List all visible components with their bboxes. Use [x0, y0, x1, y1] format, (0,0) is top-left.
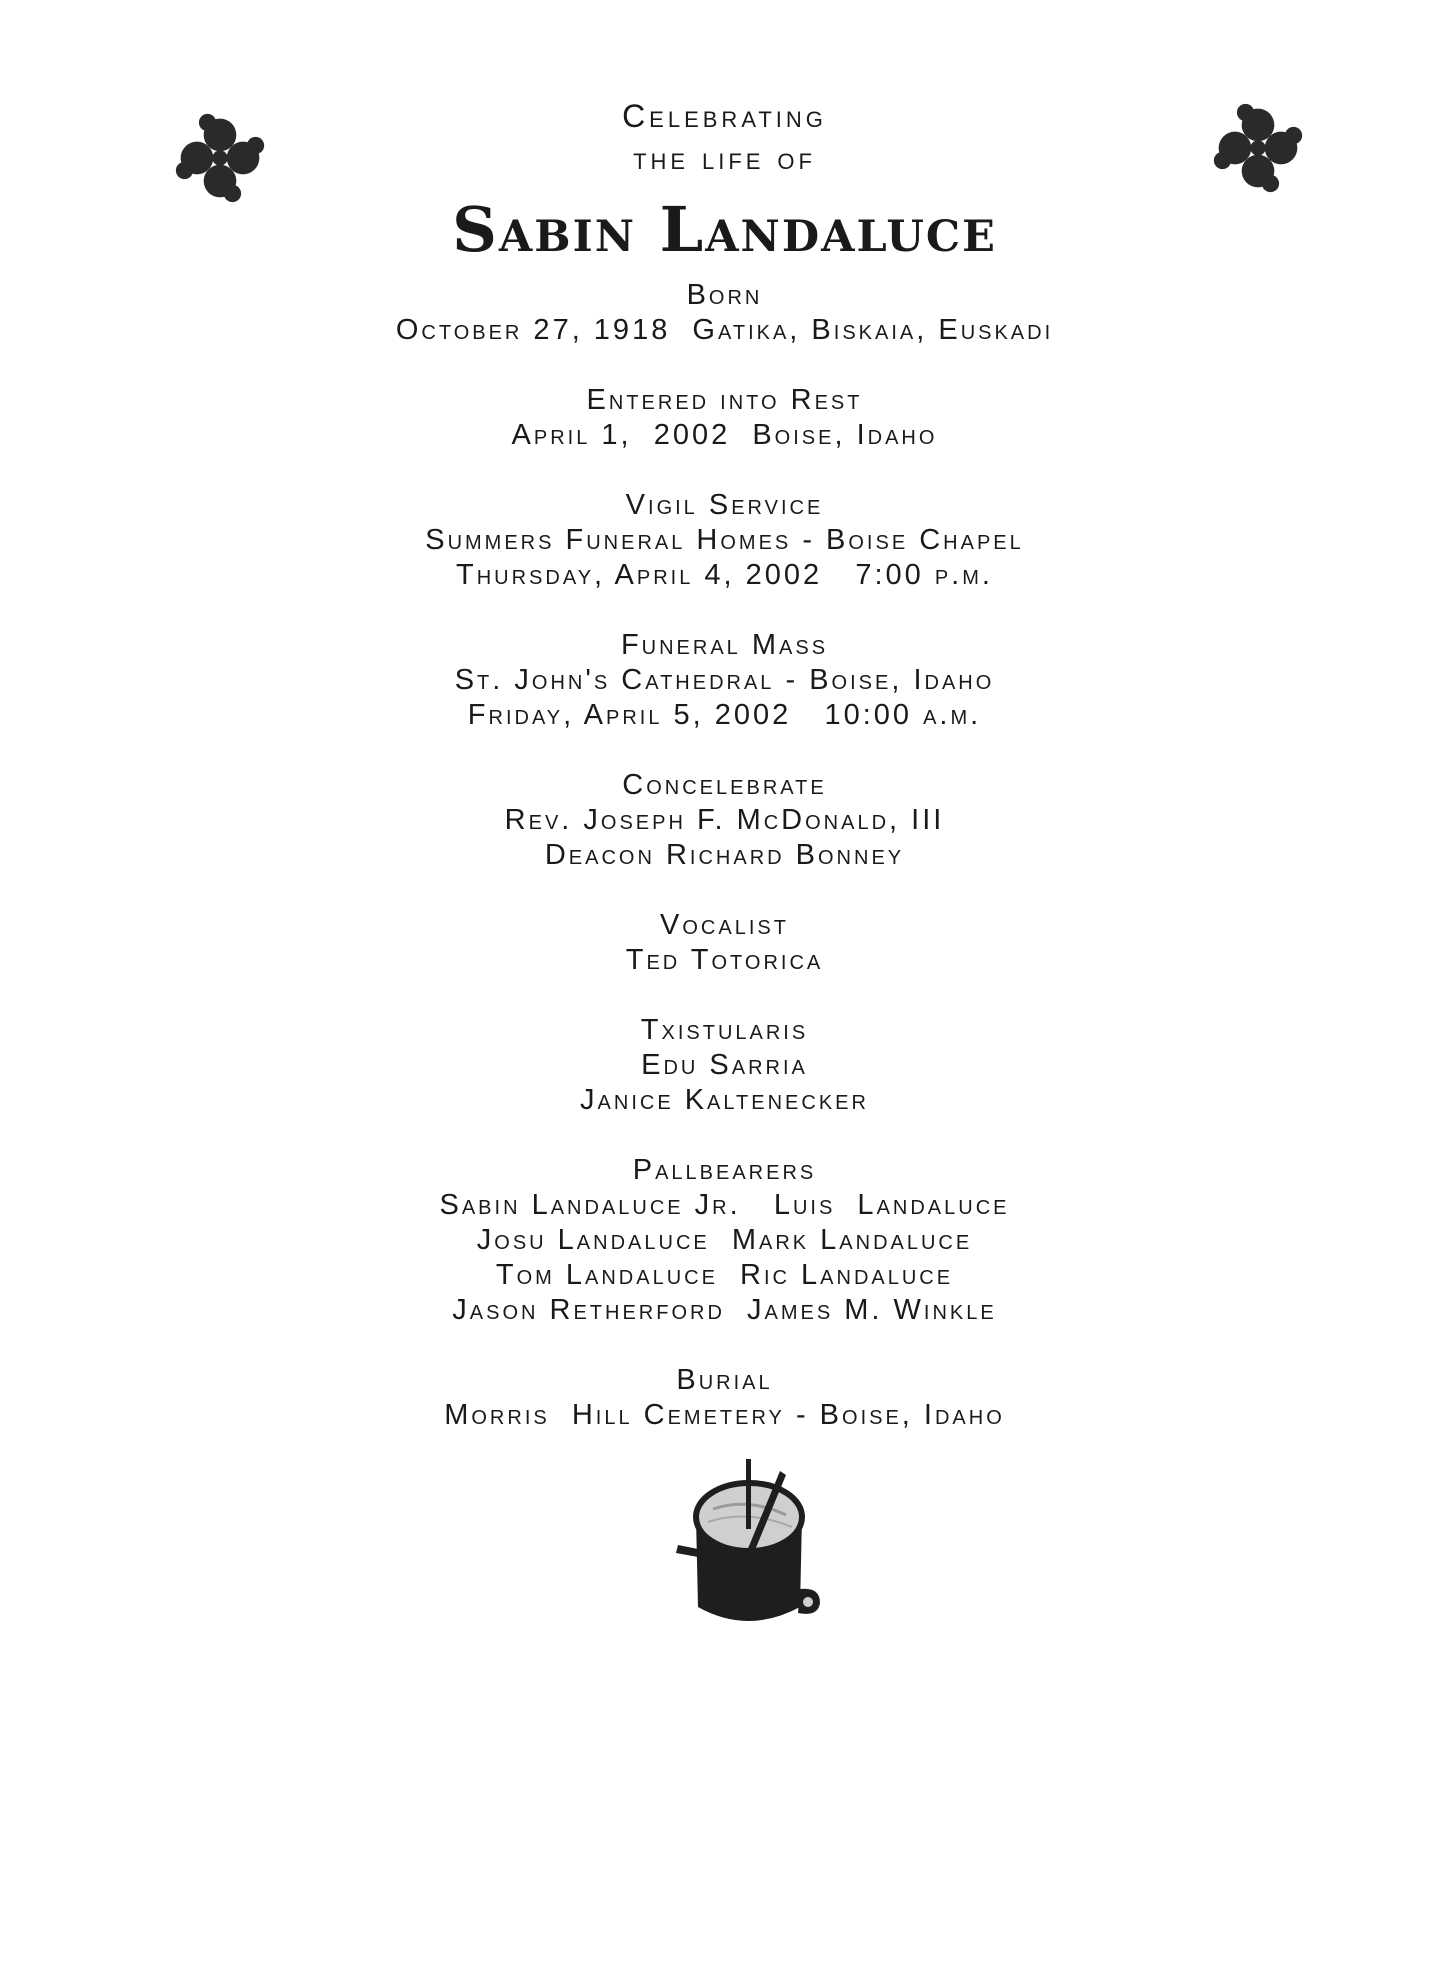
section-heading: Concelebrate	[622, 769, 827, 801]
section-line: October 27, 1918 Gatika, Biskaia, Euskadi	[395, 314, 1054, 346]
section-heading: Vocalist	[660, 909, 789, 941]
drum-icon	[668, 1457, 830, 1637]
section-heading: Born	[686, 279, 763, 311]
section-heading: Vigil Service	[625, 489, 824, 521]
program-header	[0, 95, 1449, 265]
header-line-celebrating: Celebrating	[622, 98, 827, 134]
section-burial	[0, 1363, 1449, 1433]
section-line: Josu Landaluce Mark Landaluce	[476, 1224, 973, 1256]
section-heading: Burial	[676, 1364, 773, 1396]
section-txistularis	[0, 1013, 1449, 1118]
section-line: Sabin Landaluce Jr. Luis Landaluce	[439, 1189, 1010, 1221]
header-line-life-of: the life of	[633, 140, 816, 176]
program-sections	[0, 278, 1449, 1468]
section-concelebrate	[0, 768, 1449, 873]
section-born	[0, 278, 1449, 348]
section-line: Thursday, April 4, 2002 7:00 p.m.	[456, 559, 993, 591]
section-line: Friday, April 5, 2002 10:00 a.m.	[467, 699, 982, 731]
section-line: Jason Retherford James M. Winkle	[452, 1294, 997, 1326]
section-vocalist	[0, 908, 1449, 978]
section-line: Deacon Richard Bonney	[544, 839, 905, 871]
section-line: Janice Kaltenecker	[580, 1084, 869, 1116]
section-vigil-service	[0, 488, 1449, 593]
section-line: Tom Landaluce Ric Landaluce	[495, 1259, 954, 1291]
section-line: Rev. Joseph F. McDonald, III	[504, 804, 945, 836]
section-heading: Entered into Rest	[586, 384, 863, 416]
section-line: Summers Funeral Homes - Boise Chapel	[425, 524, 1024, 556]
section-entered-into-rest	[0, 383, 1449, 453]
section-line: April 1, 2002 Boise, Idaho	[511, 419, 938, 451]
section-pallbearers	[0, 1153, 1449, 1328]
section-heading: Pallbearers	[632, 1154, 817, 1186]
section-line: Edu Sarria	[641, 1049, 808, 1081]
section-line: St. John's Cathedral - Boise, Idaho	[454, 664, 995, 696]
section-line: Morris Hill Cemetery - Boise, Idaho	[444, 1399, 1005, 1431]
section-funeral-mass	[0, 628, 1449, 733]
section-line: Ted Totorica	[625, 944, 824, 976]
deceased-name: Sabin Landaluce	[452, 193, 997, 266]
section-heading: Funeral Mass	[620, 629, 829, 661]
section-heading: Txistularis	[640, 1014, 809, 1046]
